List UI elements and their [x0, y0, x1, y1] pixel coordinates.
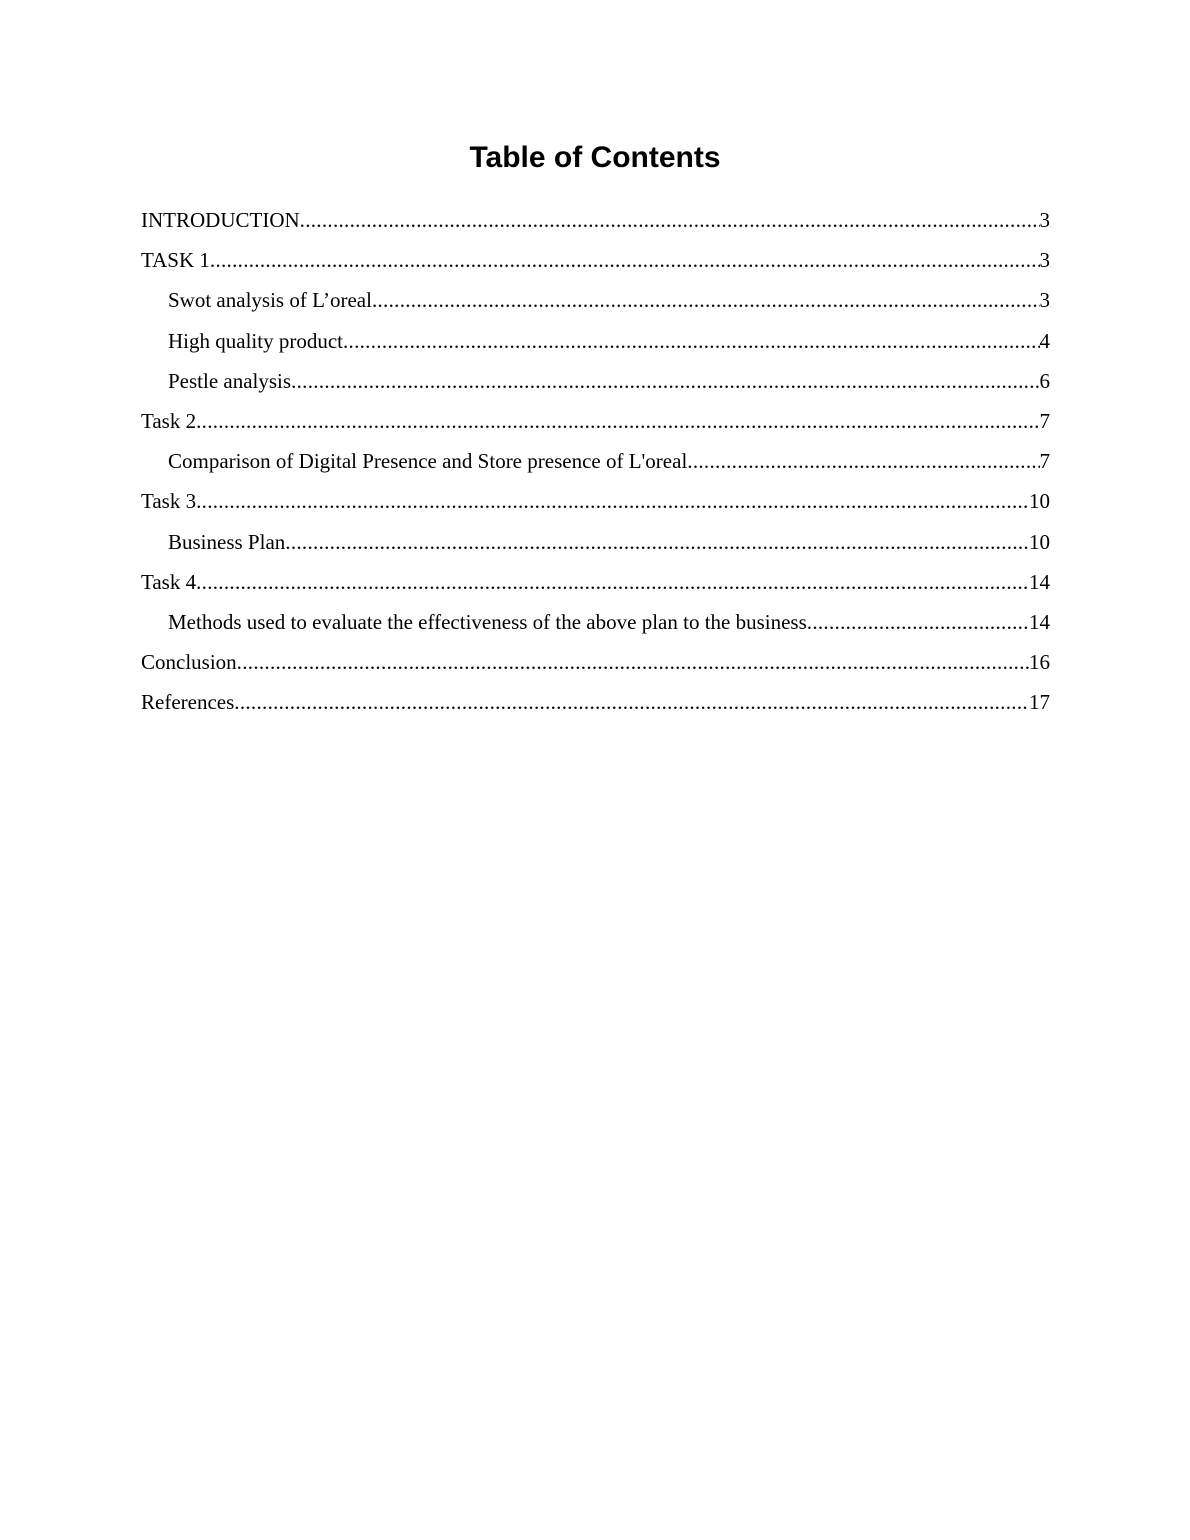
- toc-title: Table of Contents: [469, 141, 721, 174]
- toc-dot-leader: [210, 244, 1040, 276]
- toc-entry-label: Methods used to evaluate the effectiveness of the above plan to the business: [168, 609, 807, 634]
- toc-entry-methods[interactable]: [141, 606, 1050, 646]
- toc-entry-task-1[interactable]: [141, 244, 1050, 284]
- toc-dot-leader: [300, 204, 1040, 236]
- toc-entry-page: 14: [1029, 609, 1050, 634]
- toc-entry-introduction[interactable]: [141, 204, 1050, 244]
- toc-entry-page: 4: [1039, 328, 1050, 353]
- toc-entry-business-plan[interactable]: [141, 526, 1050, 566]
- toc-entry-label: Business Plan: [168, 529, 286, 554]
- toc-entry-label: Conclusion: [141, 650, 237, 675]
- toc-entry-task-3[interactable]: [141, 485, 1050, 525]
- toc-entry-pestle-analysis[interactable]: [141, 365, 1050, 405]
- toc-entry-high-quality-product[interactable]: [141, 325, 1050, 365]
- toc-entry-label: Task 3: [141, 489, 197, 514]
- toc-list: [141, 204, 1050, 726]
- toc-entry-swot-analysis[interactable]: [141, 284, 1050, 324]
- toc-entry-page: 6: [1039, 368, 1050, 393]
- toc-entry-page: 10: [1029, 529, 1050, 554]
- toc-entry-label: Task 2: [141, 408, 197, 433]
- toc-entry-page: 3: [1039, 208, 1050, 232]
- toc-entry-page: 7: [1039, 408, 1050, 433]
- toc-dot-leader: [196, 485, 1029, 517]
- toc-entry-label: INTRODUCTION: [141, 208, 300, 232]
- toc-entry-references[interactable]: [141, 686, 1050, 726]
- toc-dot-leader: [807, 606, 1029, 638]
- toc-entry-page: 3: [1039, 288, 1050, 313]
- toc-entry-task-2[interactable]: [141, 405, 1050, 445]
- toc-entry-comparison[interactable]: [141, 445, 1050, 485]
- toc-entry-label: Pestle analysis: [168, 368, 292, 393]
- toc-entry-page: 14: [1029, 569, 1050, 594]
- toc-dot-leader: [291, 365, 1039, 397]
- toc-entry-label: References: [141, 690, 235, 715]
- toc-entry-label: Comparison of Digital Presence and Store presence of L'oreal: [168, 449, 688, 474]
- toc-dot-leader: [687, 445, 1039, 477]
- toc-entry-conclusion[interactable]: [141, 646, 1050, 686]
- toc-entry-page: 3: [1039, 248, 1050, 273]
- toc-entry-label: TASK 1: [141, 248, 210, 273]
- toc-dot-leader: [237, 646, 1029, 678]
- toc-dot-leader: [285, 526, 1029, 558]
- toc-dot-leader: [234, 686, 1029, 718]
- toc-dot-leader: [372, 284, 1040, 316]
- toc-entry-page: 16: [1029, 650, 1050, 675]
- toc-entry-page: 17: [1029, 690, 1050, 715]
- toc-entry-page: 10: [1029, 489, 1050, 514]
- toc-dot-leader: [196, 566, 1029, 598]
- toc-dot-leader: [196, 405, 1039, 437]
- toc-entry-label: High quality product: [168, 328, 343, 353]
- toc-dot-leader: [343, 325, 1040, 357]
- toc-entry-label: Task 4: [141, 569, 197, 594]
- toc-entry-page: 7: [1039, 449, 1050, 474]
- toc-entry-task-4[interactable]: [141, 566, 1050, 606]
- toc-entry-label: Swot analysis of L’oreal: [168, 288, 372, 313]
